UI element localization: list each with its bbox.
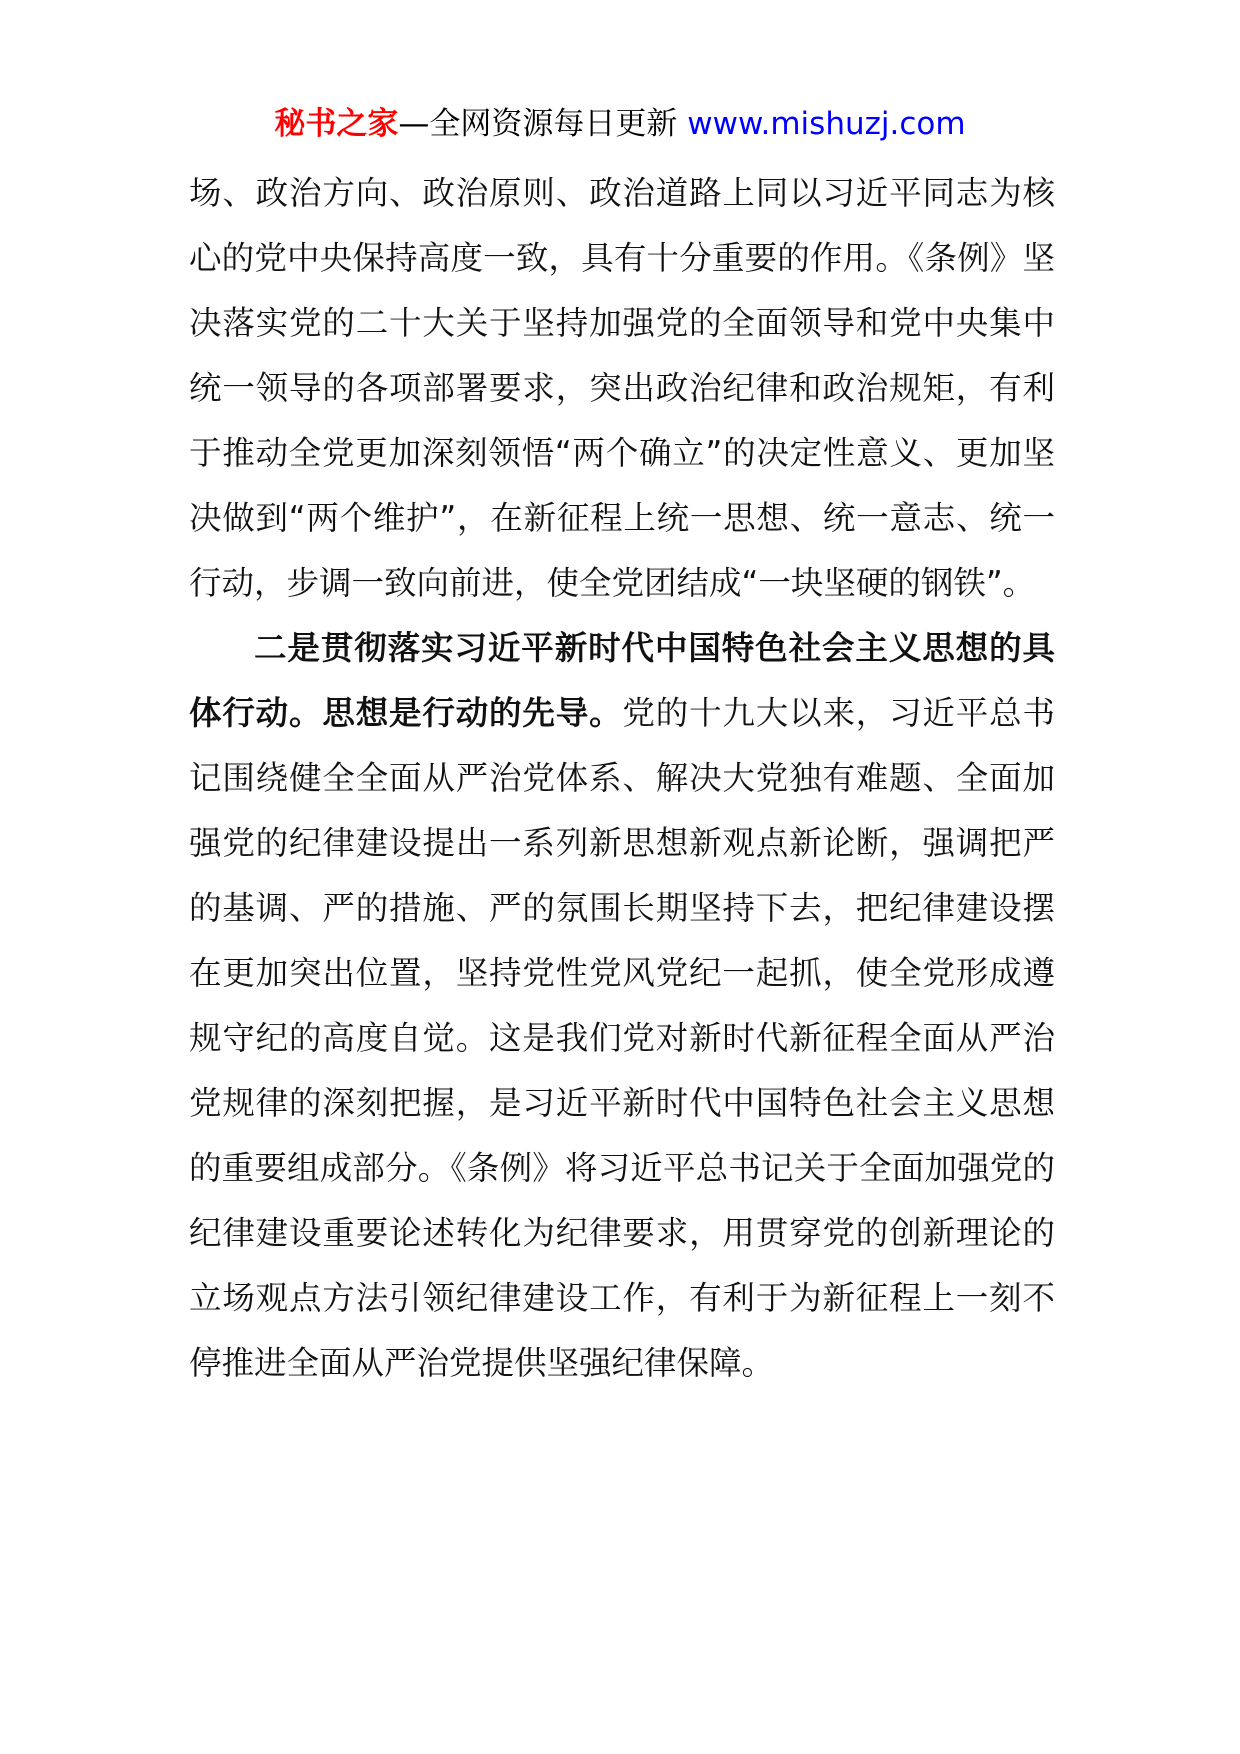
header-url-link[interactable]: www.mishuzj.com: [687, 106, 966, 142]
paragraph-lead-heading: 二是贯彻落实习近平新时代中国特色社会主义思想的具体行动。思想是行动的先导。: [189, 629, 1055, 732]
page-header: [0, 102, 1240, 146]
paragraph-section-two: [189, 616, 1055, 1396]
document-body: [189, 161, 1055, 1396]
paragraph-continuation: [189, 161, 1055, 616]
header-brand: 秘书之家: [274, 106, 399, 142]
paragraph-text: 场、政治方向、政治原则、政治道路上同以习近平同志为核心的党中央保持高度一致，具有十分重要的作用。《条例》坚决落实党的二十大关于坚持加强党的全面领导和党中央集中统一领导的各项部署要求，突出政治纪律和政治规矩，有利于推动全党更加深刻领悟“两个确立”的决定性意义、更加坚决做到“两个维护”，在新征程上统一思想、统一意志、统一行动，步调一致向前进，使全党团结成“一块坚硬的钢铁”。: [189, 174, 1055, 602]
header-tagline: —全网资源每日更新: [398, 106, 688, 142]
paragraph-text: 党的十九大以来，习近平总书记围绕健全全面从严治党体系、解决大党独有难题、全面加强党的纪律建设提出一系列新思想新观点新论断，强调把严的基调、严的措施、严的氛围长期坚持下去，把纪律建设摆在更加突出位置，坚持党性党风党纪一起抓，使全党形成遵规守纪的高度自觉。这是我们党对新时代新征程全面从严治党规律的深刻把握，是习近平新时代中国特色社会主义思想的重要组成部分。《条例》将习近平总书记关于全面加强党的纪律建设重要论述转化为纪律要求，用贯穿党的创新理论的立场观点方法引领纪律建设工作，有利于为新征程上一刻不停推进全面从严治党提供坚强纪律保障。: [189, 694, 1055, 1382]
